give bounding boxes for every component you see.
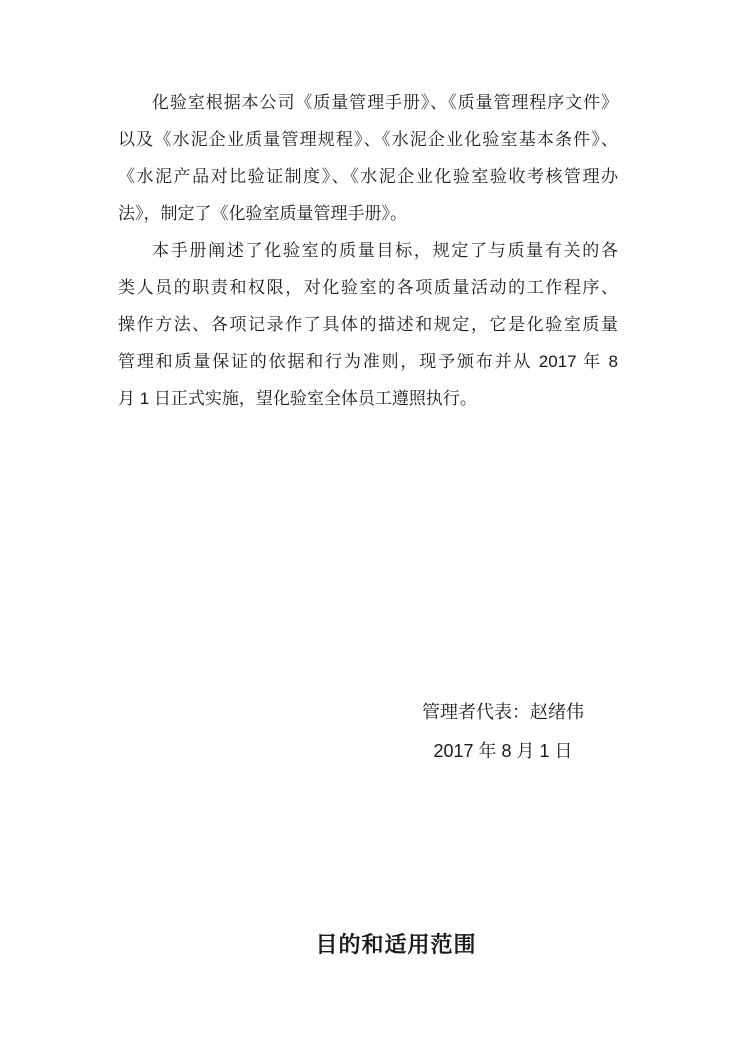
paragraph-line: 法》，制定了《化验室质量管理手册》。 xyxy=(118,204,407,223)
signature-date: 2017 年 8 月 1 日 xyxy=(433,741,573,761)
document-body xyxy=(118,84,618,417)
manual-description-paragraph xyxy=(118,232,618,417)
paragraph-line: 月 1 日正式实施，望化验室全体员工遵照执行。 xyxy=(118,389,477,408)
paragraph-line: 《水泥产品对比验证制度》、《水泥企业化验室验收考核管理办 xyxy=(118,167,618,186)
intro-paragraph xyxy=(118,84,618,232)
paragraph-line: 以及《水泥企业质量管理规程》、《水泥企业化验室基本条件》、 xyxy=(118,130,618,149)
signature-block xyxy=(283,693,723,771)
section-heading: 目的和适用范围 xyxy=(315,932,477,957)
signature-representative: 管理者代表：赵绪伟 xyxy=(422,702,584,722)
paragraph-line: 化验室根据本公司《质量管理手册》、《质量管理程序文件》 xyxy=(152,93,618,112)
paragraph-line: 类人员的职责和权限，对化验室的各项质量活动的工作程序、 xyxy=(118,278,618,297)
paragraph-line: 本手册阐述了化验室的质量目标，规定了与质量有关的各 xyxy=(152,241,618,260)
paragraph-line: 管理和质量保证的依据和行为准则，现予颁布并从 2017 年 8 xyxy=(118,352,618,371)
paragraph-line: 操作方法、各项记录作了具体的描述和规定，它是化验室质量 xyxy=(118,315,618,334)
